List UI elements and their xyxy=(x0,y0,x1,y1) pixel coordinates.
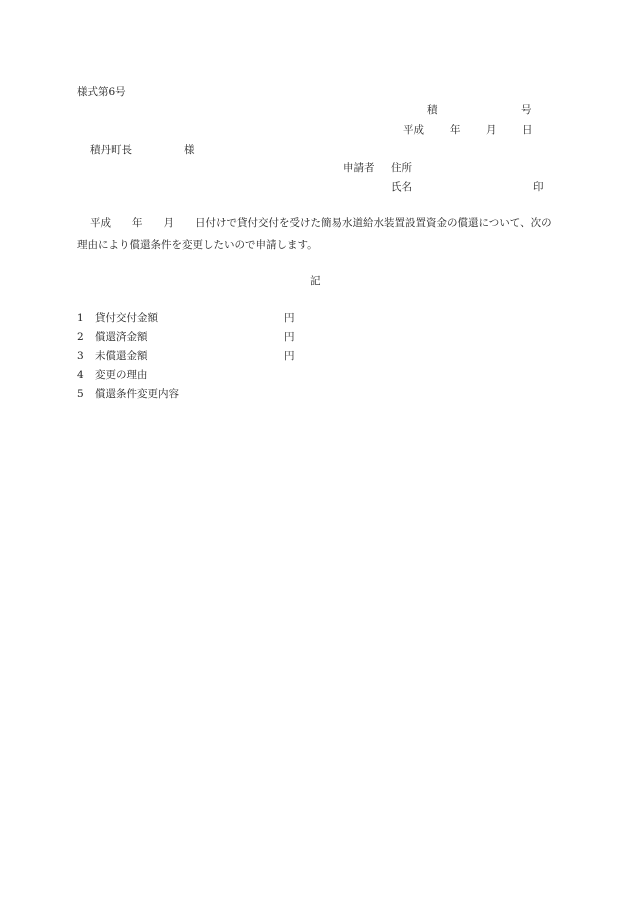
date-year-label: 年 xyxy=(450,124,461,136)
go-label: 号 xyxy=(521,104,532,116)
item-3-label: 未償還金額 xyxy=(95,350,148,362)
date-era: 平成 xyxy=(403,124,424,136)
ki-label: 記 xyxy=(310,275,321,287)
date-day-label: 日 xyxy=(522,124,533,136)
item-2-label: 償還済金額 xyxy=(95,331,148,343)
item-5-label: 償還条件変更内容 xyxy=(95,388,179,400)
body-paragraph: 平成 年 月 日付けで貸付交付を受けた簡易水道給水装置設置資金の償還について、次の理由により償還条件を変更したいので申請します。 xyxy=(77,217,552,251)
addressee-title: 積丹町長 xyxy=(90,144,132,156)
item-1-label: 貸付交付金額 xyxy=(95,312,158,324)
seki-label: 積 xyxy=(427,104,438,116)
item-3-number: 3 xyxy=(77,350,84,362)
item-4-number: 4 xyxy=(77,369,84,381)
address-label: 住所 xyxy=(391,162,412,174)
name-label: 氏名 xyxy=(391,181,412,193)
item-5-number: 5 xyxy=(77,388,84,400)
item-1-unit: 円 xyxy=(284,312,295,324)
applicant-label: 申請者 xyxy=(343,162,375,174)
item-4-label: 変更の理由 xyxy=(95,369,148,381)
item-2-unit: 円 xyxy=(284,331,295,343)
form-number: 様式第6号 xyxy=(77,86,126,98)
seal-label: 印 xyxy=(533,181,544,193)
date-month-label: 月 xyxy=(486,124,497,136)
item-2-number: 2 xyxy=(77,331,84,343)
item-1-number: 1 xyxy=(77,312,84,324)
item-3-unit: 円 xyxy=(284,350,295,362)
addressee-honorific: 様 xyxy=(184,144,195,156)
